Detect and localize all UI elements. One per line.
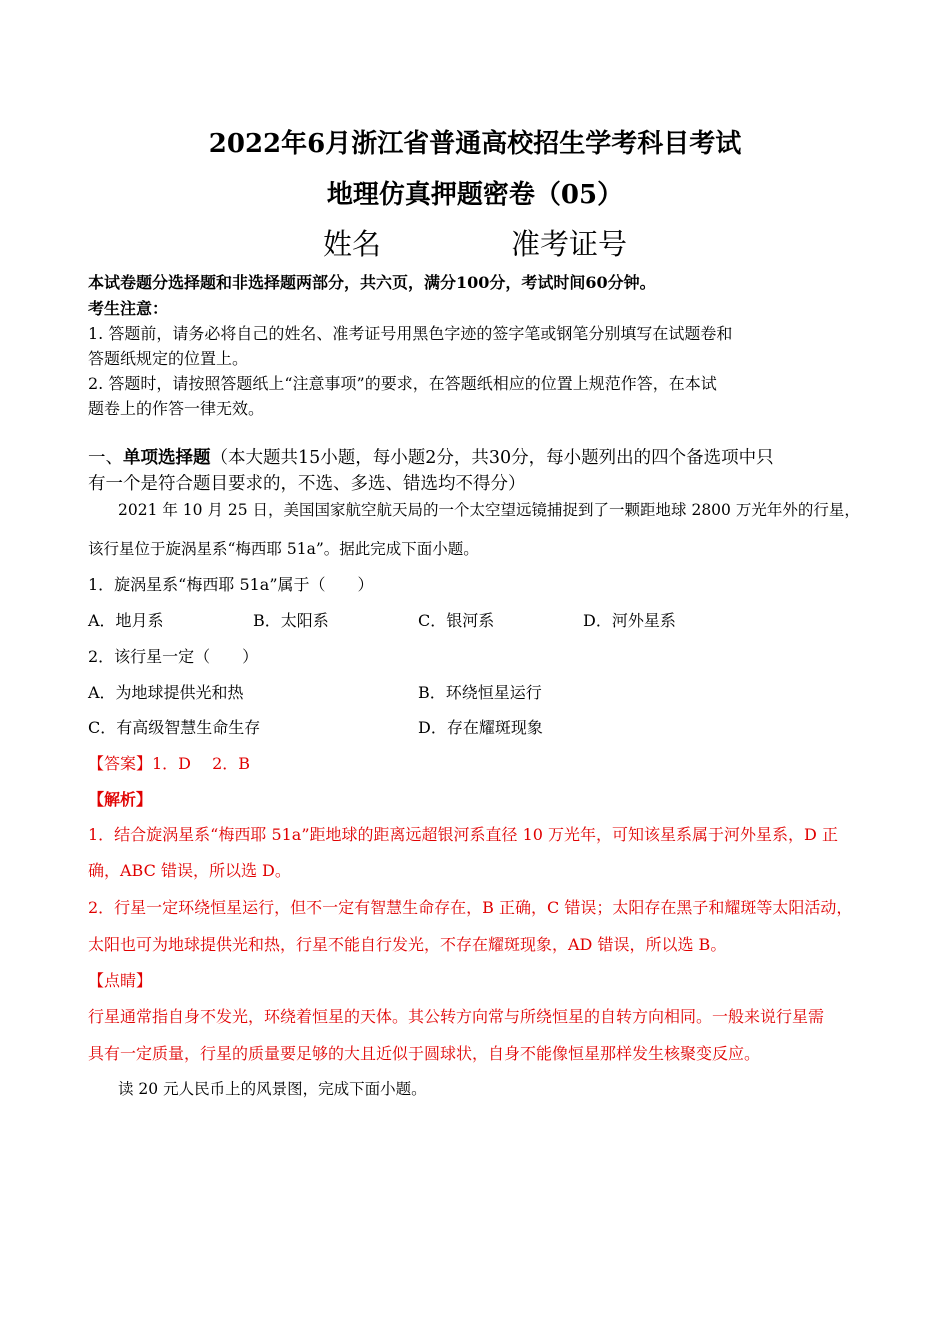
answer-line: 【答案】1．D 2．B [88,754,251,773]
comment-line-1: 行星通常指自身不发光，环绕着恒星的天体。其公转方向常与所绕恒星的自转方向相同。一般来说行星需 [88,1007,825,1026]
analysis-label: 【解析】 [88,790,153,809]
name-label: 姓名 [322,227,381,261]
section-1-desc-line-2: 有一个是符合题目要求的，不选、多选、错选均不得分） [88,474,526,494]
question-2-option-a: A．为地球提供光和热 [88,683,244,702]
passage-1-line-1: 2021 年 10 月 25 日，美国国家航空航天局的一个太空望远镜捕捉到了一颗距地球 2800 万光年外的行星， [118,501,860,519]
notice-1-line-1: 1. 答题前，请务必将自己的姓名、准考证号用黑色字迹的签字笔或钢笔分别填写在试题卷和 [88,324,733,343]
notice-1-line-2: 答题纸规定的位置上。 [88,349,249,368]
candidate-info [0,222,950,263]
question-2-option-b: B．环绕恒星运行 [418,683,542,702]
passage-2-line-1: 读 20 元人民币上的风景图，完成下面小题。 [118,1080,427,1098]
question-2-stem: 2．该行星一定（ ） [88,647,259,666]
comment-label: 【点睛】 [88,971,153,990]
notice-title: 考生注意： [88,299,169,318]
analysis-2-line-2: 太阳也可为地球提供光和热，行星不能自行发光，不存在耀斑现象，AD 错误，所以选 B。 [88,935,727,954]
question-1-option-a: A．地月系 [88,611,164,630]
notice-2-line-1: 2. 答题时，请按照答题纸上“注意事项”的要求，在答题纸相应的位置上规范作答，在本试 [88,374,717,393]
passage-1-line-2: 该行星位于旋涡星系“梅西耶 51a”。据此完成下面小题。 [88,540,479,558]
id-label: 准考证号 [511,227,628,261]
section-1-heading [88,444,774,469]
analysis-1-line-1: 1．结合旋涡星系“梅西耶 51a”距地球的距离远超银河系直径 10 万光年，可知该星系属于河外星系，D 正 [88,825,838,844]
exam-subtitle: 地理仿真押题密卷（05） [326,180,624,210]
notice-2-line-2: 题卷上的作答一律无效。 [88,399,265,418]
question-1-stem: 1．旋涡星系“梅西耶 51a”属于（ ） [88,575,374,594]
section-number: 一、 [88,448,123,468]
section-title: 单项选择题 [123,448,211,468]
question-1-option-d: D．河外星系 [583,611,676,630]
question-1-option-c: C．银河系 [418,611,495,630]
section-desc: （本大题共15小题，每小题2分，共30分，每小题列出的四个备选项中只 [210,448,774,468]
question-1-option-b: B．太阳系 [253,611,329,630]
question-2-option-d: D．存在耀斑现象 [418,718,543,737]
analysis-2-line-1: 2．行星一定环绕恒星运行，但不一定有智慧生命存在，B 正确，C 错误；太阳存在黑子和耀斑等太阳活动， [88,898,853,917]
question-2-option-c: C．有高级智慧生命生存 [88,718,261,737]
exam-title: 2022年6月浙江省普通高校招生学考科目考试 [208,129,742,159]
comment-line-2: 具有一定质量，行星的质量要足够的大且近似于圆球状，自身不能像恒星那样发生核聚变反应。 [88,1044,761,1063]
exam-summary: 本试卷题分选择题和非选择题两部分，共六页，满分100分，考试时间60分钟。 [88,273,656,292]
analysis-1-line-2: 确，ABC 错误，所以选 D。 [88,861,291,880]
